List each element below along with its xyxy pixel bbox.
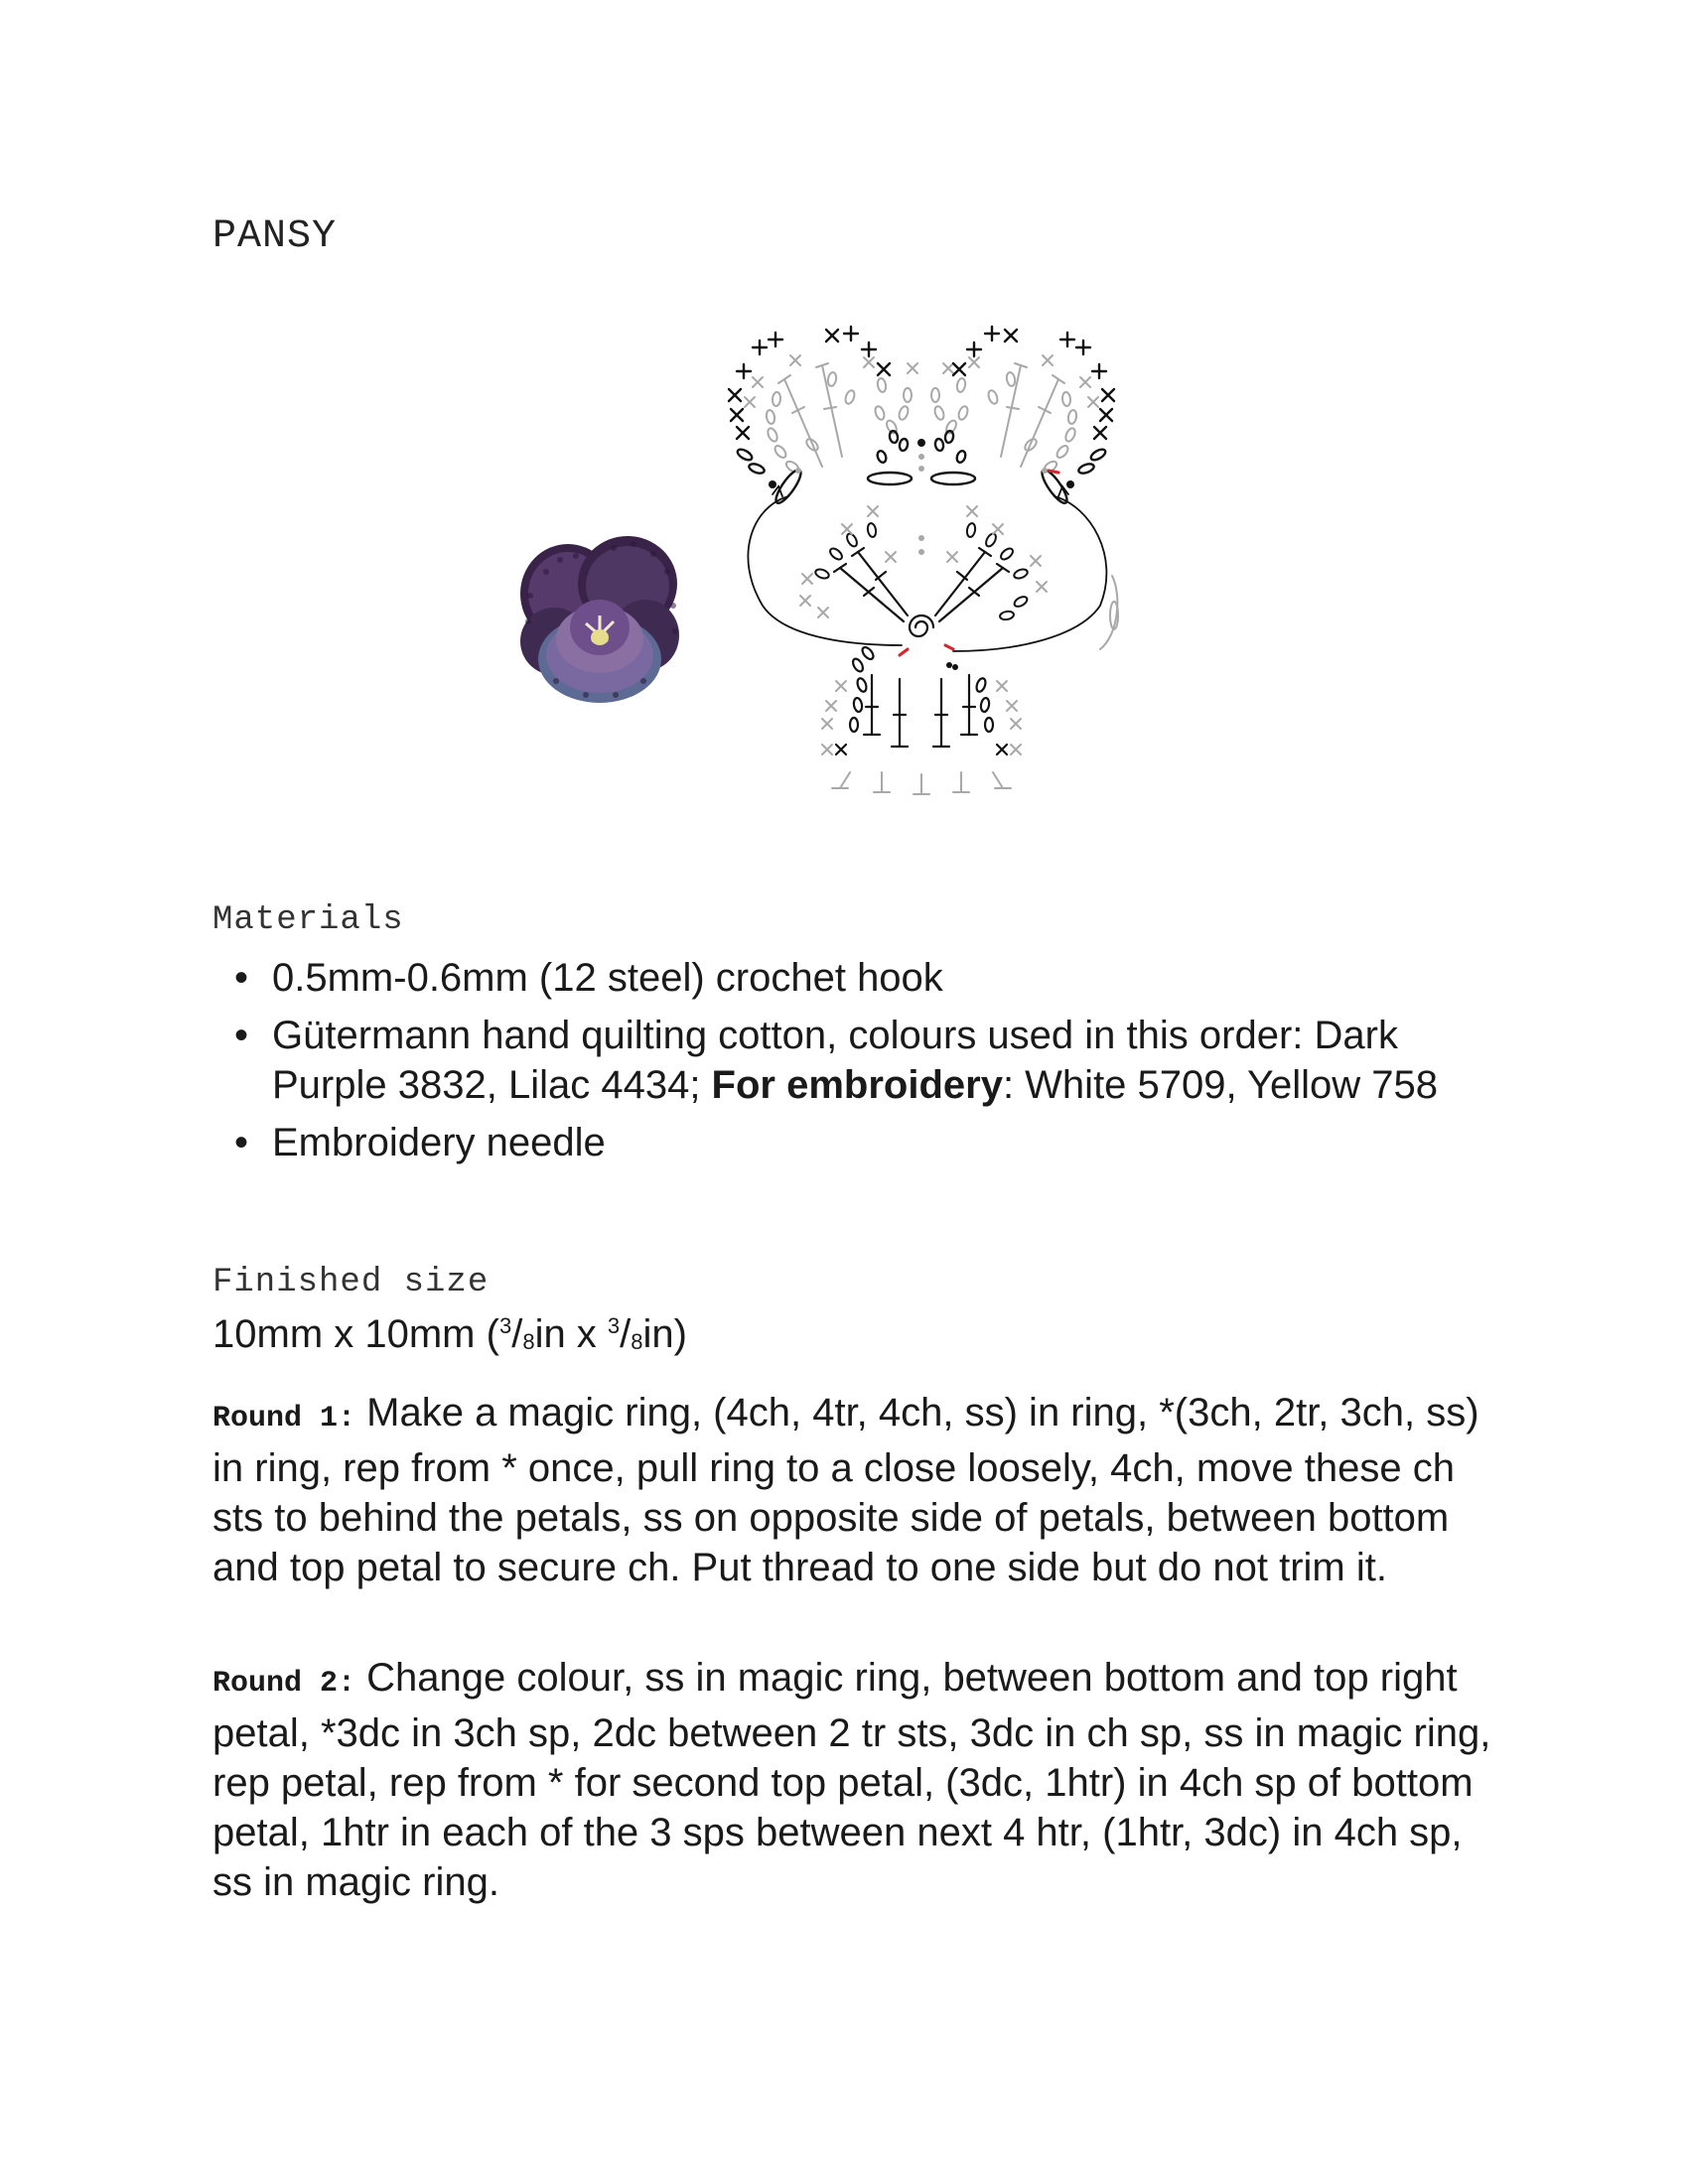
crochet-chart-diagram [729, 327, 1118, 794]
fraction-denominator: 8 [522, 1329, 535, 1354]
materials-list [212, 953, 1503, 1175]
fraction-slash: / [511, 1312, 523, 1356]
round-2-label: Round 2: [212, 1667, 356, 1701]
fraction-numerator: 3 [498, 1313, 512, 1338]
materials-item-text: Embroidery needle [272, 1121, 606, 1164]
finished-size-heading: Finished size [212, 1264, 490, 1301]
materials-item-bold: For embroidery [711, 1063, 1003, 1107]
fraction-slash: / [620, 1312, 632, 1356]
size-suffix: in) [642, 1312, 687, 1356]
bullet-icon: • [234, 1014, 249, 1057]
pattern-figure [516, 298, 1192, 834]
page-title: PANSY [212, 214, 338, 259]
list-item [212, 953, 1503, 1003]
round-2-text: Change colour, ss in magic ring, between bottom and top right petal, *3dc in 3ch sp, 2dc between 2 tr sts, 3dc in ch sp, ss in magic ring, rep petal, rep from * for second top petal, (3dc, 1htr) in 4ch sp of bottom petal, 1htr in each of the 3 sps between next 4 htr, (1htr, 3dc) in 4ch sp, ss in magic ring. [212, 1656, 1491, 1904]
materials-item-text-after: : White 5709, Yellow 758 [1002, 1063, 1439, 1107]
crochet-chart [673, 318, 1190, 834]
pansy-photo [516, 532, 685, 707]
round-1-text: Make a magic ring, (4ch, 4tr, 4ch, ss) in ring, *(3ch, 2tr, 3ch, ss) in ring, rep from * once, pull ring to a close loosely, 4ch, move these ch sts to behind the petals, ss on opposite side of petals, between bottom and top petal to secure ch. Put thread to one side but do not trim it. [212, 1391, 1479, 1589]
round-1-label: Round 1: [212, 1402, 356, 1435]
fraction-numerator: 3 [607, 1313, 621, 1338]
materials-item-text: 0.5mm-0.6mm (12 steel) crochet hook [272, 956, 943, 1000]
pansy-photo-image [520, 536, 679, 703]
round-1-instructions [212, 1388, 1493, 1592]
bullet-icon: • [234, 956, 249, 1000]
size-prefix: 10mm x 10mm ( [212, 1312, 499, 1356]
bullet-icon: • [234, 1121, 249, 1164]
finished-size-value [212, 1312, 687, 1357]
materials-heading: Materials [212, 901, 404, 939]
materials-item-text [272, 1011, 1483, 1110]
list-item [212, 1118, 1503, 1167]
size-mid: in x [534, 1312, 608, 1356]
list-item [212, 1011, 1503, 1110]
materials-item-text-before: Gütermann hand quilting cotton, colours used in this order: Dark Purple 3832, Lilac 4434; [272, 1014, 1398, 1107]
round-2-instructions [212, 1653, 1493, 1907]
fraction-denominator: 8 [631, 1329, 643, 1354]
